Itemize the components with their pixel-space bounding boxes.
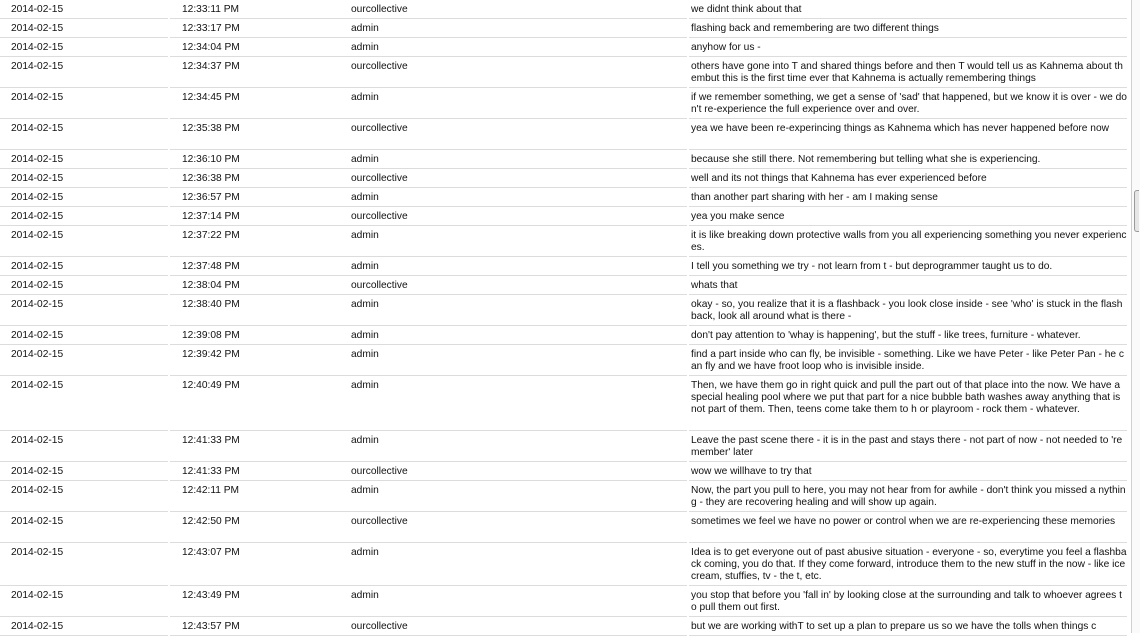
time-cell: 12:33:17 PM: [182, 23, 240, 34]
table-row: [0, 431, 1140, 462]
user-cell: admin: [351, 590, 379, 601]
time-cell: 12:34:04 PM: [182, 42, 240, 53]
time-cell: 12:38:04 PM: [182, 280, 240, 291]
date-cell: 2014-02-15: [11, 547, 64, 558]
user-cell: admin: [351, 92, 379, 103]
time-cell: 12:42:11 PM: [182, 485, 240, 496]
date-cell: 2014-02-15: [11, 211, 64, 222]
message-cell: others have gone into T and shared things before and then T would tell us as Kahnema about thembut this is the first time ever that Kahnema is actually remembering things: [691, 61, 1123, 84]
message-cell: we didnt think about that: [691, 4, 802, 15]
time-cell: 12:41:33 PM: [182, 466, 240, 477]
date-cell: 2014-02-15: [11, 154, 64, 165]
table-row: [0, 617, 1140, 636]
date-cell: 2014-02-15: [11, 466, 64, 477]
time-cell: 12:43:57 PM: [182, 621, 240, 632]
scrollbar-thumb[interactable]: [1134, 190, 1139, 232]
message-cell: yea we have been re-experincing things as Kahnema which has never happened before now: [691, 123, 1109, 134]
table-row: [0, 188, 1140, 207]
table-row: [0, 326, 1140, 345]
date-cell: 2014-02-15: [11, 23, 64, 34]
table-row: [0, 19, 1140, 38]
user-cell: ourcollective: [351, 123, 408, 134]
user-cell: admin: [351, 299, 379, 310]
table-row: [0, 257, 1140, 276]
message-cell: flashing back and remembering are two different things: [691, 23, 939, 34]
time-cell: 12:36:38 PM: [182, 173, 240, 184]
time-cell: 12:36:57 PM: [182, 192, 240, 203]
date-cell: 2014-02-15: [11, 92, 64, 103]
user-cell: ourcollective: [351, 516, 408, 527]
table-row: [0, 226, 1140, 257]
message-cell: well and its not things that Kahnema has ever experienced before: [691, 173, 987, 184]
date-cell: 2014-02-15: [11, 485, 64, 496]
time-cell: 12:33:11 PM: [182, 4, 240, 15]
message-cell: wow we willhave to try that: [691, 466, 812, 477]
user-cell: ourcollective: [351, 280, 408, 291]
table-row: [0, 543, 1140, 586]
date-cell: 2014-02-15: [11, 299, 64, 310]
user-cell: admin: [351, 330, 379, 341]
message-cell: it is like breaking down protective walls from you all experiencing something you never experiences.: [691, 230, 1127, 253]
message-cell: Leave the past scene there - it is in the past and stays there - not part of now - not needed to 'remember' later: [691, 435, 1123, 458]
date-cell: 2014-02-15: [11, 380, 64, 391]
time-cell: 12:37:48 PM: [182, 261, 240, 272]
user-cell: admin: [351, 154, 379, 165]
time-cell: 12:37:14 PM: [182, 211, 240, 222]
user-cell: admin: [351, 261, 379, 272]
date-cell: 2014-02-15: [11, 349, 64, 360]
time-cell: 12:35:38 PM: [182, 123, 240, 134]
table-row: [0, 481, 1140, 512]
message-cell: Now, the part you pull to here, you may not hear from for awhile - don't think you missed a nything - they are recovering healing and will show up again.: [691, 485, 1126, 508]
time-cell: 12:42:50 PM: [182, 516, 240, 527]
date-cell: 2014-02-15: [11, 621, 64, 632]
user-cell: admin: [351, 435, 379, 446]
message-cell: don't pay attention to 'whay is happening', but the stuff - like trees, furniture - whatever.: [691, 330, 1081, 341]
date-cell: 2014-02-15: [11, 42, 64, 53]
date-cell: 2014-02-15: [11, 435, 64, 446]
user-cell: admin: [351, 547, 379, 558]
table-row: [0, 276, 1140, 295]
time-cell: 12:34:45 PM: [182, 92, 240, 103]
table-row: [0, 207, 1140, 226]
table-row: [0, 88, 1140, 119]
message-cell: Idea is to get everyone out of past abusive situation - everyone - so, everytime you feel a flashback coming, you do that. If they come forward, introduce them to the new stuff in the now - like icecream, stuffies, tv - the t, etc.: [691, 547, 1127, 582]
time-cell: 12:34:37 PM: [182, 61, 240, 72]
message-cell: sometimes we feel we have no power or control when we are re-experiencing these memories: [691, 516, 1116, 527]
table-row: [0, 57, 1140, 88]
date-cell: 2014-02-15: [11, 4, 64, 15]
date-cell: 2014-02-15: [11, 330, 64, 341]
user-cell: admin: [351, 42, 379, 53]
time-cell: 12:39:42 PM: [182, 349, 240, 360]
user-cell: admin: [351, 192, 379, 203]
time-cell: 12:39:08 PM: [182, 330, 240, 341]
vertical-scrollbar[interactable]: [1131, 0, 1140, 633]
user-cell: ourcollective: [351, 173, 408, 184]
time-cell: 12:41:33 PM: [182, 435, 240, 446]
time-cell: 12:43:07 PM: [182, 547, 240, 558]
user-cell: admin: [351, 349, 379, 360]
user-cell: ourcollective: [351, 211, 408, 222]
message-cell: I tell you something we try - not learn from t - but deprogrammer taught us to do.: [691, 261, 1053, 272]
message-cell: you stop that before you 'fall in' by looking close at the surrounding and talk to whoever agrees to pull them out first.: [691, 590, 1122, 613]
user-cell: admin: [351, 380, 379, 391]
time-cell: 12:40:49 PM: [182, 380, 240, 391]
time-cell: 12:36:10 PM: [182, 154, 240, 165]
message-cell: whats that: [691, 280, 738, 291]
user-cell: ourcollective: [351, 4, 408, 15]
user-cell: admin: [351, 485, 379, 496]
date-cell: 2014-02-15: [11, 516, 64, 527]
table-row: [0, 376, 1140, 431]
table-row: [0, 462, 1140, 481]
table-row: [0, 150, 1140, 169]
date-cell: 2014-02-15: [11, 192, 64, 203]
date-cell: 2014-02-15: [11, 123, 64, 134]
time-cell: 12:37:22 PM: [182, 230, 240, 241]
date-cell: 2014-02-15: [11, 590, 64, 601]
user-cell: ourcollective: [351, 621, 408, 632]
message-cell: anyhow for us -: [691, 42, 761, 53]
date-cell: 2014-02-15: [11, 173, 64, 184]
date-cell: 2014-02-15: [11, 61, 64, 72]
user-cell: ourcollective: [351, 466, 408, 477]
message-cell: but we are working withT to set up a plan to prepare us so we have the tolls when things c: [691, 621, 1097, 632]
message-cell: find a part inside who can fly, be invisible - something. Like we have Peter - like Peter Pan - he can fly and we have froot loop who is invisible inside.: [691, 349, 1124, 372]
date-cell: 2014-02-15: [11, 261, 64, 272]
message-cell: than another part sharing with her - am I making sense: [691, 192, 938, 203]
time-cell: 12:38:40 PM: [182, 299, 240, 310]
table-row: [0, 169, 1140, 188]
user-cell: admin: [351, 230, 379, 241]
table-row: [0, 586, 1140, 617]
date-cell: 2014-02-15: [11, 230, 64, 241]
date-cell: 2014-02-15: [11, 280, 64, 291]
table-row: [0, 38, 1140, 57]
table-row: [0, 345, 1140, 376]
table-row: [0, 512, 1140, 543]
message-cell: because she still there. Not remembering but telling what she is experiencing.: [691, 154, 1041, 165]
table-row: [0, 295, 1140, 326]
time-cell: 12:43:49 PM: [182, 590, 240, 601]
table-row: [0, 0, 1140, 19]
user-cell: ourcollective: [351, 61, 408, 72]
message-cell: yea you make sence: [691, 211, 785, 222]
table-row: [0, 119, 1140, 150]
message-cell: if we remember something, we get a sense of 'sad' that happened, but we know it is over - we don't re-experience the full experience over and over.: [691, 92, 1127, 115]
message-cell: Then, we have them go in right quick and pull the part out of that place into the now. We have a special healing pool where we put that part for a nice bubble bath washes away anything that is not part of them. Then, teens come take them to h or playroom - rock them - whatever.: [691, 380, 1121, 415]
user-cell: admin: [351, 23, 379, 34]
message-cell: okay - so, you realize that it is a flashback - you look close inside - see 'who' is stuck in the flashback, look all around what is there -: [691, 299, 1123, 322]
